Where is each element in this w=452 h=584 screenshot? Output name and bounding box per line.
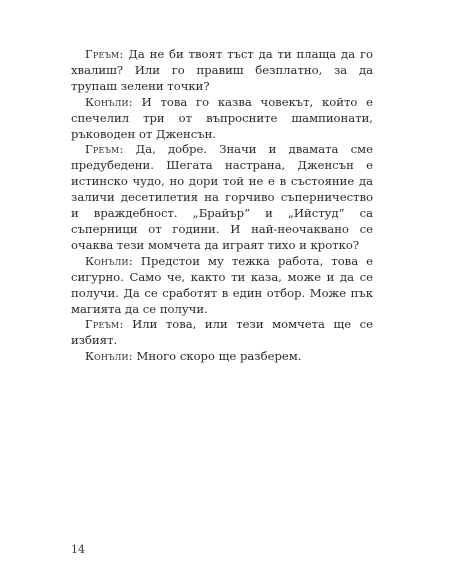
dialogue-line: И това го казва човекът, който е спечелил три от въпросните шампионати, ръководен от Дженсън. <box>71 94 374 141</box>
speaker-name: Конъли: <box>85 253 133 268</box>
dialogue-paragraph <box>71 317 373 349</box>
dialogue-paragraph <box>71 95 373 143</box>
dialogue-line: Да не би твоят тъст да ти плаща да го хвалиш? Или го правиш безплатно, за да трупаш зелени точки? <box>71 47 374 93</box>
dialogue-paragraph <box>71 142 373 253</box>
speaker-name: Грeъм: <box>85 47 124 61</box>
dialogue-paragraph <box>71 254 373 318</box>
speaker-name: Конъли: <box>85 349 133 364</box>
speaker-name: Грeъм: <box>85 142 124 157</box>
dialogue-line: Или това, или тези момчета ще се избият. <box>71 317 373 348</box>
dialogue-text <box>71 47 373 365</box>
speaker-name: Грeъм: <box>85 317 124 332</box>
speaker-name: Конъли: <box>85 94 133 109</box>
dialogue-line: Много скоро ще разберем. <box>136 349 302 364</box>
dialogue-line: Предстои му тежка работа, това е сигурно. Само че, както ти каза, може и да се получи. Да се сработят в един отбор. Може пък магията да се получи. <box>71 253 373 316</box>
dialogue-line: Да, добре. Значи и двамата сме предубедени. Шегата настрана, Дженсън е истинско чудо, но дори той не е в състояние да заличи десетилетия на горчиво съперничество и враждебност. „Брайър“ и „Ийстуд“ са съперници от години. И най-неочаквано се очаква тези момчета да играят тихо и кротко? <box>71 142 373 252</box>
page-number: 14 <box>71 543 85 556</box>
dialogue-paragraph <box>71 349 373 365</box>
dialogue-paragraph <box>71 47 373 95</box>
